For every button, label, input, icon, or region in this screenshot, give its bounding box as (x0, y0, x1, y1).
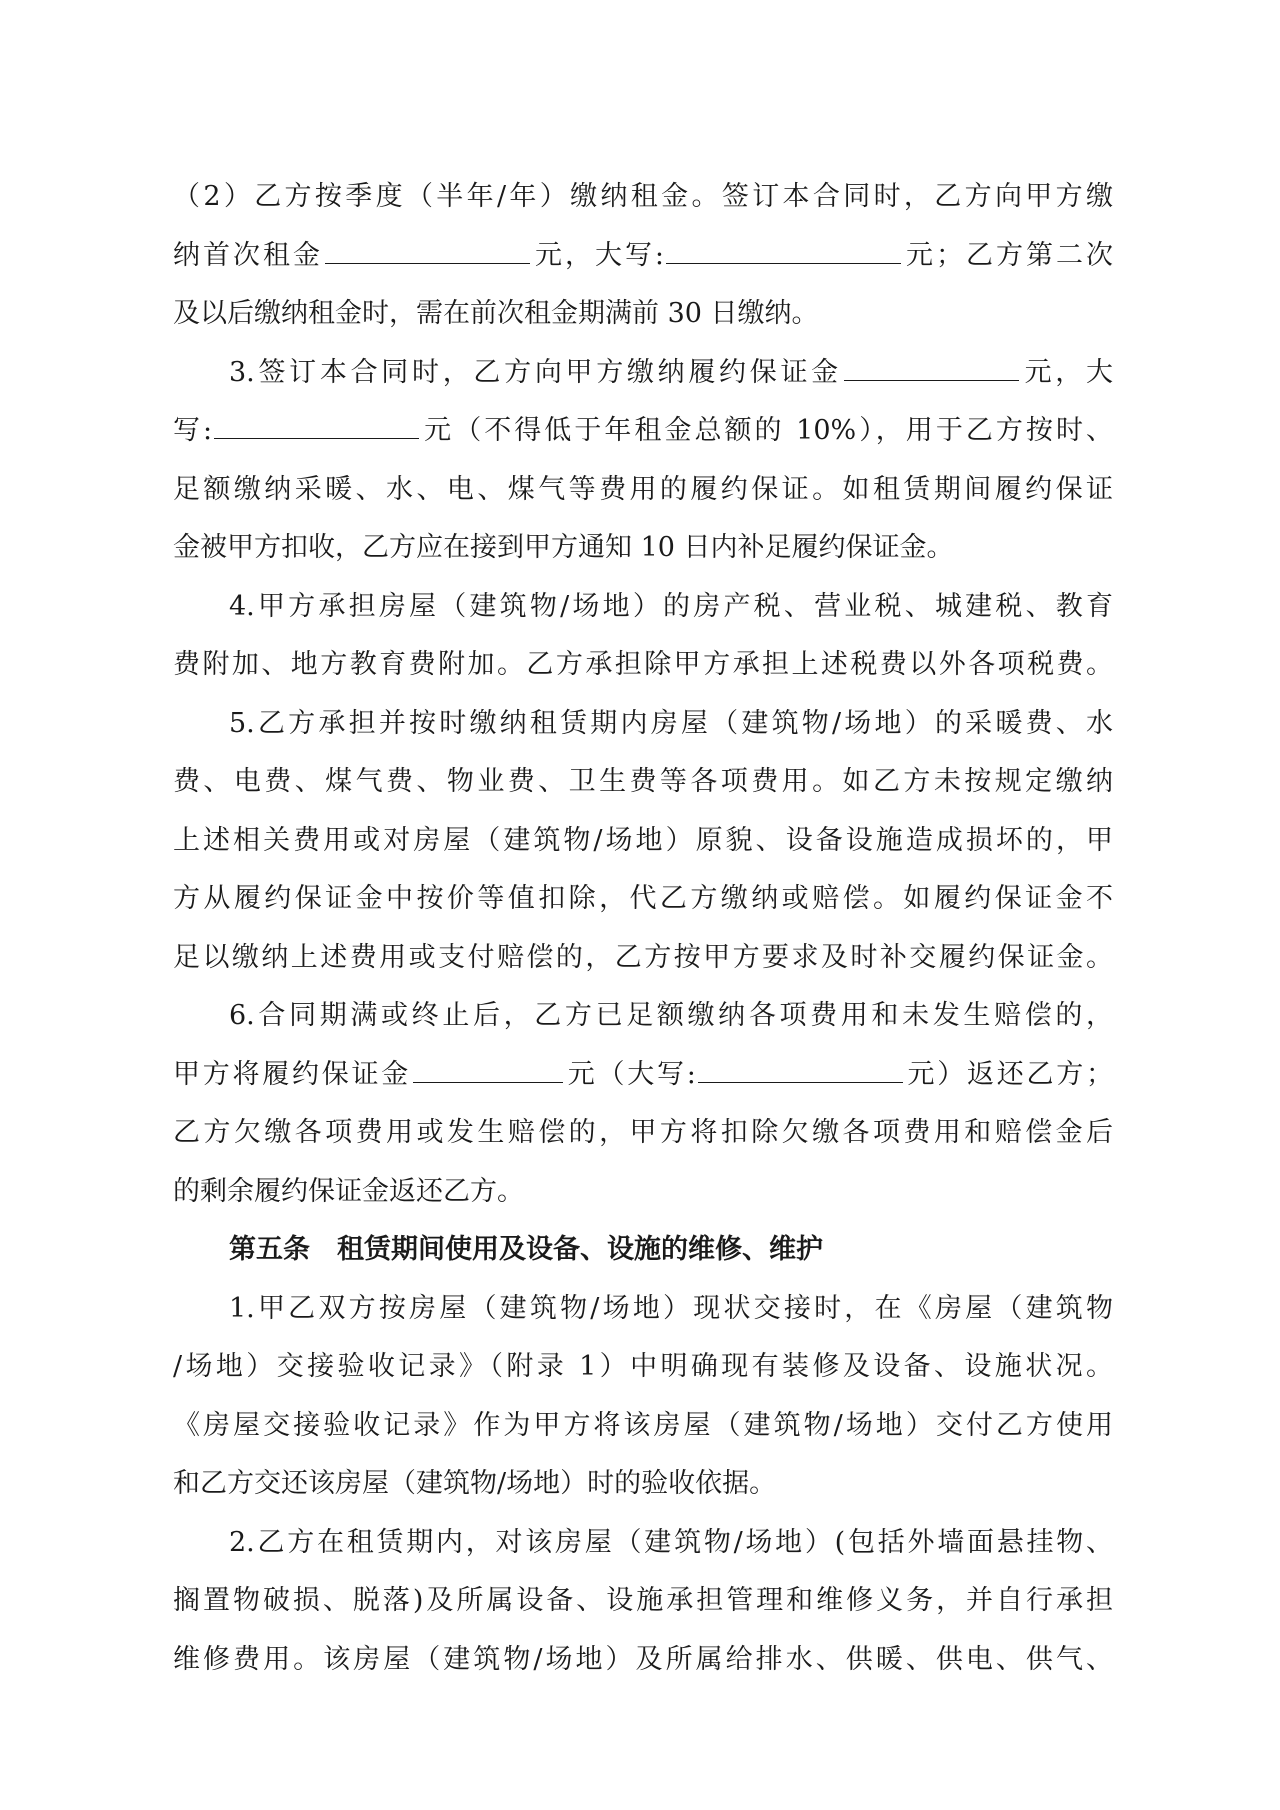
text-segment: 元（不得低于年租金总额的 10%），用于乙方按时、 (421, 415, 1113, 446)
text-line: 足额缴纳采暖、水、电、煤气等费用的履约保证。如租赁期间履约保证 (173, 473, 1113, 505)
fill-in-blank-refund-amount (413, 1052, 563, 1083)
text-segment: 纳首次租金 (173, 239, 323, 271)
text-line: 足以缴纳上述费用或支付赔偿的，乙方按甲方要求及时补交履约保证金。 (173, 941, 1113, 973)
text-line: 金被甲方扣收，乙方应在接到甲方通知 10 日内补足履约保证金。 (173, 532, 954, 563)
fill-in-blank-first-rent-amount (325, 233, 530, 264)
text-line (173, 1046, 1113, 1105)
text-line: 乙方欠缴各项费用或发生赔偿的，甲方将扣除欠缴各项费用和赔偿金后 (173, 1117, 1113, 1148)
text-line: 的剩余履约保证金返还乙方。 (173, 1175, 524, 1207)
text-segment: 甲方将履约保证金 (173, 1058, 411, 1090)
text-line: 费、电费、煤气费、物业费、卫生费等各项费用。如乙方未按规定缴纳 (173, 766, 1113, 797)
text-segment: 元（大写: (564, 1058, 696, 1090)
text-line (173, 227, 1113, 286)
text-line: 及以后缴纳租金时，需在前次租金期满前 30 日缴纳。 (173, 298, 819, 329)
text-line (173, 402, 1113, 461)
text-line: 和乙方交还该房屋（建筑物/场地）时的验收依据。 (173, 1468, 777, 1499)
text-line: 《房屋交接验收记录》作为甲方将该房屋（建筑物/场地）交付乙方使用 (173, 1409, 1113, 1441)
fill-in-blank-deposit-words (214, 408, 419, 439)
fill-in-blank-deposit-amount (844, 350, 1019, 381)
document-page (173, 168, 1113, 1689)
text-line: 维修费用。该房屋（建筑物/场地）及所属给排水、供暖、供电、供气、 (173, 1643, 1113, 1675)
fill-in-blank-refund-words (698, 1052, 903, 1083)
text-segment: 元，大 (1020, 356, 1113, 388)
text-line: 5.乙方承担并按时缴纳租赁期内房屋（建筑物/场地）的采暖费、水 (229, 707, 1113, 739)
fill-in-blank-first-rent-words (666, 233, 901, 264)
text-line: （2）乙方按季度（半年/年）缴纳租金。签订本合同时，乙方向甲方缴 (173, 181, 1113, 212)
text-line: 费附加、地方教育费附加。乙方承担除甲方承担上述税费以外各项税费。 (173, 649, 1113, 680)
text-line: 上述相关费用或对房屋（建筑物/场地）原貌、设备设施造成损坏的，甲 (173, 824, 1113, 856)
text-line: 1.甲乙双方按房屋（建筑物/场地）现状交接时，在《房屋（建筑物 (229, 1292, 1113, 1324)
text-segment: 元；乙方第二次 (903, 239, 1113, 271)
text-line: 方从履约保证金中按价等值扣除，代乙方缴纳或赔偿。如履约保证金不 (173, 883, 1113, 914)
text-segment: 元）返还乙方； (904, 1058, 1113, 1090)
text-line (173, 344, 1113, 403)
text-line: 4.甲方承担房屋（建筑物/场地）的房产税、营业税、城建税、教育 (229, 590, 1113, 622)
text-segment: 元，大写: (531, 239, 665, 271)
text-segment: 写: (173, 415, 213, 446)
section-heading: 第五条 租赁期间使用及设备、设施的维修、维护 (229, 1234, 823, 1265)
text-line: 搁置物破损、脱落)及所属设备、设施承担管理和维修义务，并自行承担 (173, 1585, 1113, 1616)
text-line: /场地）交接验收记录》（附录 1）中明确现有装修及设备、设施状况。 (173, 1351, 1113, 1382)
text-line: 2.乙方在租赁期内，对该房屋（建筑物/场地）(包括外墙面悬挂物、 (229, 1526, 1113, 1558)
text-segment: 3.签订本合同时，乙方向甲方缴纳履约保证金 (229, 356, 842, 388)
text-line: 6.合同期满或终止后，乙方已足额缴纳各项费用和未发生赔偿的， (229, 1000, 1113, 1031)
